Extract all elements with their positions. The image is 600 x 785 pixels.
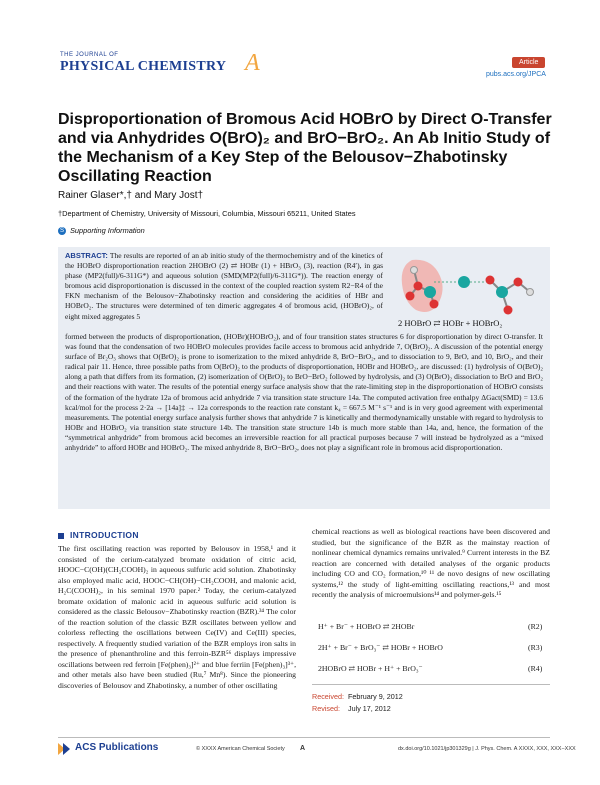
- molecule-figure: [390, 252, 545, 324]
- reaction-r3-label: (R3): [528, 643, 543, 652]
- toc-caption: 2 HOBrO ⇄ HOBr + HOBrO₂: [398, 318, 503, 328]
- toc-graphic: [390, 252, 545, 324]
- acs-logo-icon: [58, 742, 72, 754]
- abstract-text-wide: formed between the products of disproportionation, (HOBr)(HOBrO₂), and of four transition states structures 6 for disproportionation by direct O-transfer. It was found that the condensation of two HOBrO molecules provides facile access to bromous acid anhydride 7, O(BrO)₂. A discussion of the potential energy surface of Br₂O₃ shows that O(BrO)₂ is prone to isomerization to the mixed anhydride 8, BrO−BrO₂, and to dissociation to 9, BrO, and 10, BrO₂, and their radical pair 11. Hence, three possible paths from O(BrO)₂ to the products of disproportionation, HOBr and HOBrO₂, are discussed: (1) hydrolysis of O(BrO)₂ along a path that differs from its formation, (2) isomerization of O(BrO)₂ to BrO−BrO₂ followed by hydrolysis, and (3) O(BrO)₂ dissociation to BrO and BrO₂ and their reactions with water. The results of the potential energy surface analysis show that the rate-limiting step in the disproportionation of HOBrO consists of the formation of the hydrate 12a of bromous acid anhydride 7 via transition state structure 14a. The computed activation free enthalpy ΔGact(SMD) = 13.6 kcal/mol for the process 2·2a → [14a]‡ → 12a corresponds to the reaction rate constant k₄ = 667.5 M⁻¹ s⁻¹ and is in very good agreement with experimental measurements. The potential energy surface analysis further shows that anhydride 7 is kinetically and thermodynamically unstable with regard to hydrolysis to HOBr and HOBrO₂ via transition state structure 14b. The transition state structure 14b is much more stable than 14a, and, hence, the formation of the “symmetrical anhydride” from bromous acid becomes an irreversible reaction for all practical purposes because 7 will instead be hydrolyzed as a “mixed anhydride” to afford HOBr and HOBrO₂. The mixed anhydride 8, BrO−BrO₂, does not play a significant role in bromous acid disproportionation.: [65, 332, 543, 453]
- received-label: Received:: [312, 692, 344, 701]
- section-square-icon: [58, 533, 64, 539]
- supporting-info-label: Supporting Information: [70, 226, 145, 235]
- journal-url[interactable]: pubs.acs.org/JPCA: [486, 71, 546, 78]
- doi-line[interactable]: dx.doi.org/10.1021/jp301329g | J. Phys. Chem. A XXXX, XXX, XXX−XXX: [398, 746, 576, 752]
- page-number: A: [300, 745, 306, 752]
- journal-name: PHYSICAL CHEMISTRY: [60, 59, 227, 74]
- reaction-r2-label: (R2): [528, 622, 543, 631]
- acs-publications[interactable]: ACS Publications: [75, 742, 159, 753]
- reaction-r2: H⁺ + Br⁻ + HOBrO ⇄ 2HOBr: [318, 622, 415, 631]
- affiliation: †Department of Chemistry, University of Missouri, Columbia, Missouri 65211, United States: [58, 209, 356, 218]
- received-value: February 9, 2012: [348, 692, 403, 701]
- abstract-narrow-body: The results are reported of an ab initio study of the thermochemistry and of the kinetics of the HOBrO disproportionation reaction 2HOBrO (2) ⇄ HOBr (1) + HBrO₃ (3), reaction (R4′), in gas phase (MP2(full)/6-311G*) and aqueous solution (SMD(MP2(full)/6-311G*)). The reaction energy of bromous acid disproportionation is discussed in the context of the coupled reaction system R2−R4 of the FKN mechanism of the Belousov−Zhabotinsky reaction and considering the acidities of HBr and HOBrO₂. The structures were determined of ten dimeric aggregates 4 of bromous acid, (HOBrO)₂, of eight mixed aggregates 5: [65, 251, 384, 321]
- revised-value: July 17, 2012: [348, 704, 391, 713]
- reaction-r4: 2HOBrO ⇄ HOBr + H⁺ + BrO₃⁻: [318, 664, 423, 673]
- intro-heading: [58, 530, 139, 540]
- journal-letter: A: [245, 50, 260, 76]
- reaction-r4-label: (R4): [528, 664, 543, 673]
- copyright: © XXXX American Chemical Society: [196, 746, 285, 752]
- supporting-info-icon: S: [59, 228, 64, 235]
- revised-label: Revised:: [312, 704, 340, 713]
- revised-date: [312, 704, 391, 713]
- abstract-label: ABSTRACT:: [65, 251, 108, 260]
- intro-heading-label: INTRODUCTION: [70, 530, 139, 540]
- article-type-badge: Article: [512, 57, 545, 68]
- authors: Rainer Glaser*,† and Mary Jost†: [58, 190, 204, 201]
- supporting-info-link[interactable]: [58, 226, 145, 235]
- article-title: Disproportionation of Bromous Acid HOBrO by Direct O-Transfer and via Anhydrides O(BrO)₂ and BrO−BrO₂. An Ab Initio Study of the Mechanism of a Key Step of the Belousov−Zhabotinsky Oscillating Reaction: [58, 111, 552, 185]
- footer-divider: [58, 737, 550, 738]
- abstract-text-narrow: [65, 251, 383, 322]
- intro-right-column: chemical reactions as well as biological reactions have been discovered and studied, but the significance of the BZR as the mainstay reaction of nonlinear chemical dynamics remains unrivaled.⁹ Current interests in the BZ reaction are concerned with detailed analyses of the organic products including CO and CO₂ formation,¹⁰ ¹¹ de novo designs of new oscillating systems,¹² the study of light-emitting oscillating reactions,¹³ and most recently the analysis of microemulsions¹⁴ and polymer-gels.¹⁵: [312, 527, 550, 599]
- journal-the: THE JOURNAL OF: [60, 52, 119, 58]
- reaction-r3: 2H⁺ + Br⁻ + BrO₃⁻ ⇄ HOBr + HOBrO: [318, 643, 443, 652]
- intro-left-column: The first oscillating reaction was reported by Belousov in 1958,¹ and it consisted of the cerium-catalyzed bromate oxidation of citric acid, HOOC−C(OH)(CH₂COOH)₂ in aqueous sulfuric acid solution. Zhabotinsky also employed malic acid, HOOC−CH(OH)−CH₂COOH, and malonic acid, H₂C(COOH)₂, in his seminal 1970 paper.² Today, the cerium-catalyzed bromate oxidation of malonic acid in aqueous sulfuric acid solution is considered as the classic Belousov−Zhabotinsky reaction (BZR).³⁴ The color of the reaction solution of the classic BZR oscillates between yellow and colorless reflecting the oscillations between Ce(IV) and Ce(III) species, respectively. A frequently studied variation of the BZR employs iron salts in the presence of phenanthroline and this ferroin-BZR⁵⁶ displays impressive oscillations between red ferroin [Fe(phen)₃]²⁺ and blue ferriin [Fe(phen)₃]³⁺, and other metals also have been studied (Ru,⁷ Mn⁸). Since the pioneering discoveries of Belousov and Zhabotinsky, a number of other oscillating: [58, 544, 296, 690]
- received-date: [312, 692, 403, 701]
- dates-divider: [312, 684, 550, 685]
